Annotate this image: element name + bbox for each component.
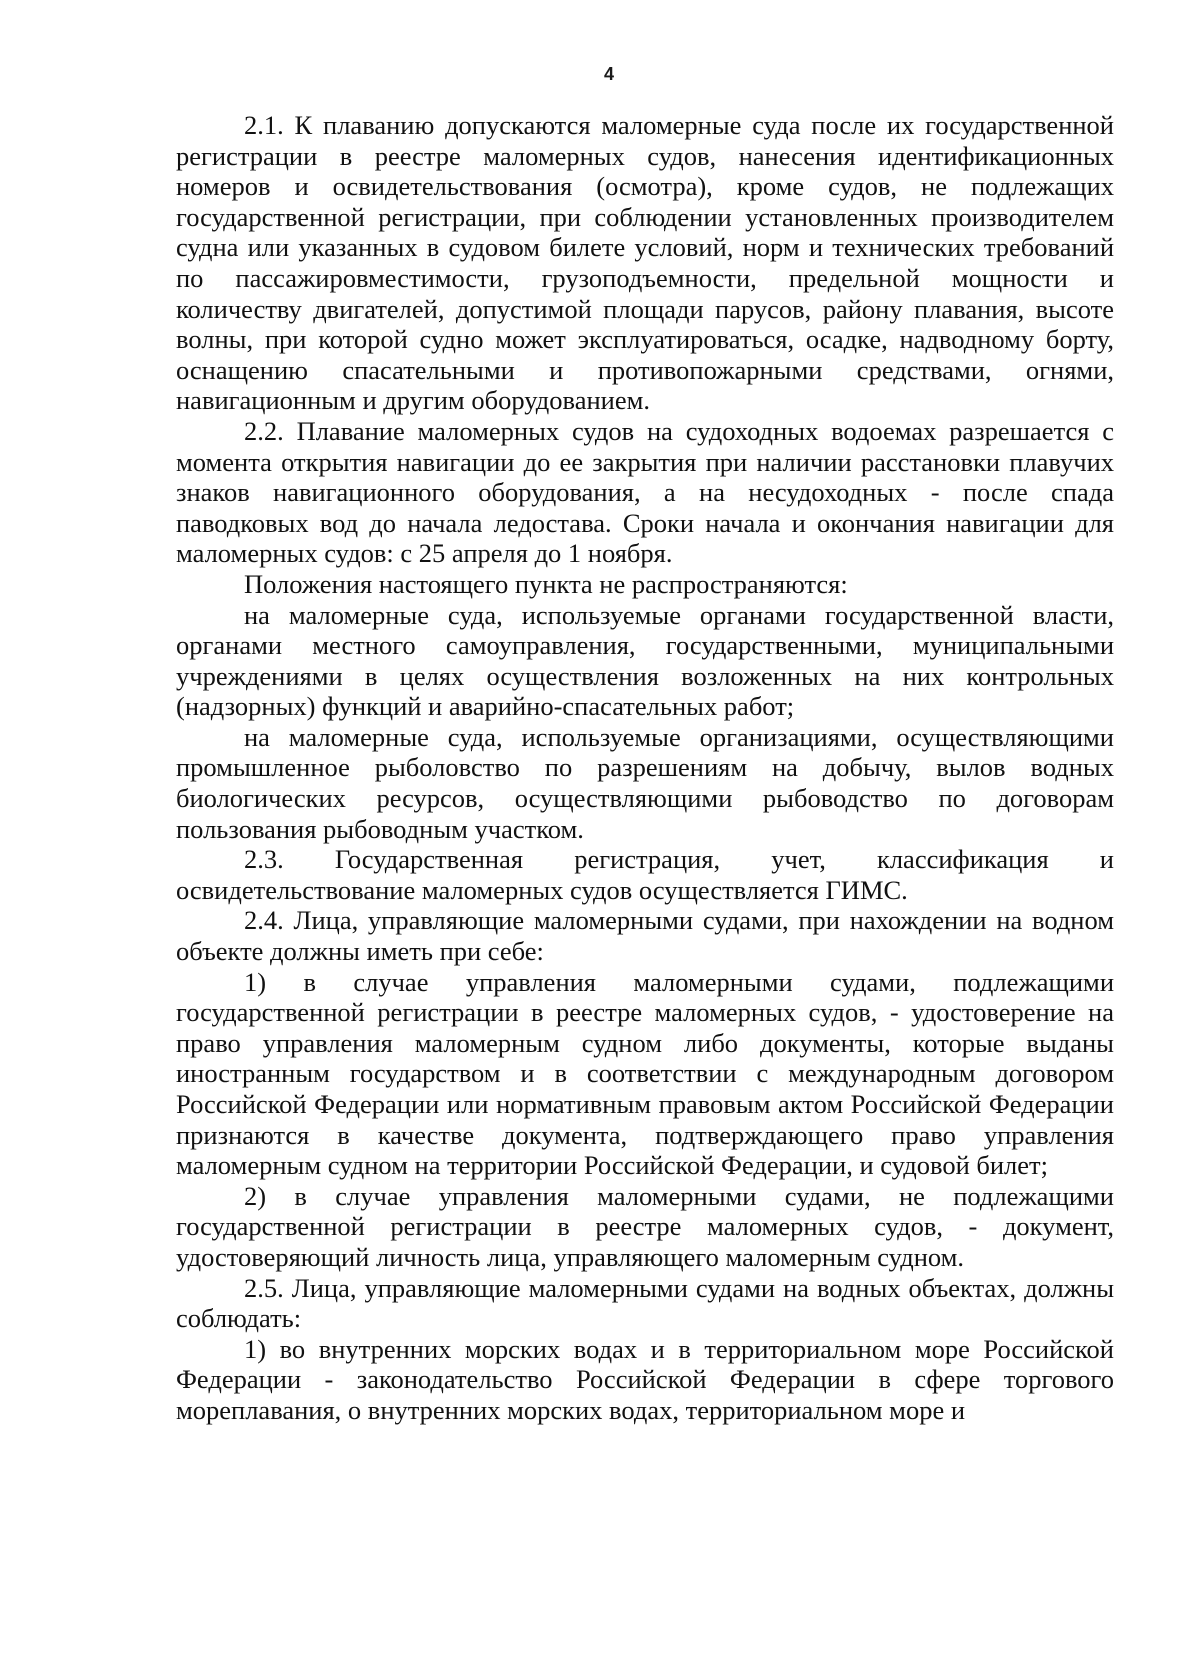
paragraph-2-3: 2.3. Государственная регистрация, учет, классификация и освидетельствование маломерных судов осуществляется ГИМС.: [176, 844, 1114, 905]
page-number: 4: [603, 64, 614, 84]
paragraph-2-2: 2.2. Плавание маломерных судов на судоходных водоемах разрешается с момента открытия навигации до ее закрытия при наличии расстановки плавучих знаков навигационного оборудования, а на несудоходных - после спада паводковых вод до начала ледостава. Сроки начала и окончания навигации для маломерных судов: с 25 апреля до 1 ноября.: [176, 415, 1114, 569]
paragraph-2-5-item-1: 1) во внутренних морских водах и в территориальном море Российской Федерации - законодательство Российской Федерации в сфере торгового мореплавания, о внутренних морских водах, территориальном море и: [176, 1333, 1114, 1425]
paragraph-2-4: 2.4. Лица, управляющие маломерными судами, при нахождении на водном объекте должны иметь при себе:: [176, 905, 1114, 967]
document-body: [176, 110, 1114, 1426]
paragraph-2-1: 2.1. К плаванию допускаются маломерные суда после их государственной регистрации в реестре маломерных судов, нанесения идентификационных номеров и освидетельствования (осмотра), кроме судов, не подлежащих государственной регистрации, при соблюдении установленных производителем судна или указанных в судовом билете условий, норм и технических требований по пассажировместимости, грузоподъемности, предельной мощности и количеству двигателей, допустимой площади парусов, району плавания, высоте волны, при которой судно может эксплуатироваться, осадке, надводному борту, оснащению спасательными и противопожарными средствами, огнями, навигационным и другим оборудованием.: [176, 110, 1114, 416]
paragraph-exception-authorities: на маломерные суда, используемые органами государственной власти, органами местного самоуправления, государственными, муниципальными учреждениями в целях осуществления возложенных на них контрольных (надзорных) функций и аварийно-спасательных работ;: [176, 599, 1114, 722]
paragraph-2-4-item-2: 2) в случае управления маломерными судами, не подлежащими государственной регистрации в реестре маломерных судов, - документ, удостоверяющий личность лица, управляющего маломерным судном.: [176, 1180, 1114, 1272]
paragraph-2-4-item-1: 1) в случае управления маломерными судами, подлежащими государственной регистрации в реестре маломерных судов, - удостоверение на право управления маломерным судном либо документы, которые выданы иностранным государством и в соответствии с международным договором Российской Федерации или нормативным правовым актом Российской Федерации признаются в качестве документа, подтверждающего право управления маломерным судном на территории Российской Федерации, и судовой билет;: [176, 966, 1114, 1181]
paragraph-2-5: 2.5. Лица, управляющие маломерными судами на водных объектах, должны соблюдать:: [176, 1272, 1114, 1334]
paragraph-exceptions-intro: Положения настоящего пункта не распространяются:: [244, 568, 848, 599]
paragraph-exception-fishing: на маломерные суда, используемые организациями, осуществляющими промышленное рыболовство по разрешениям на добычу, вылов водных биологических ресурсов, осуществляющими рыбоводство по договорам пользования рыбоводным участком.: [176, 721, 1114, 844]
